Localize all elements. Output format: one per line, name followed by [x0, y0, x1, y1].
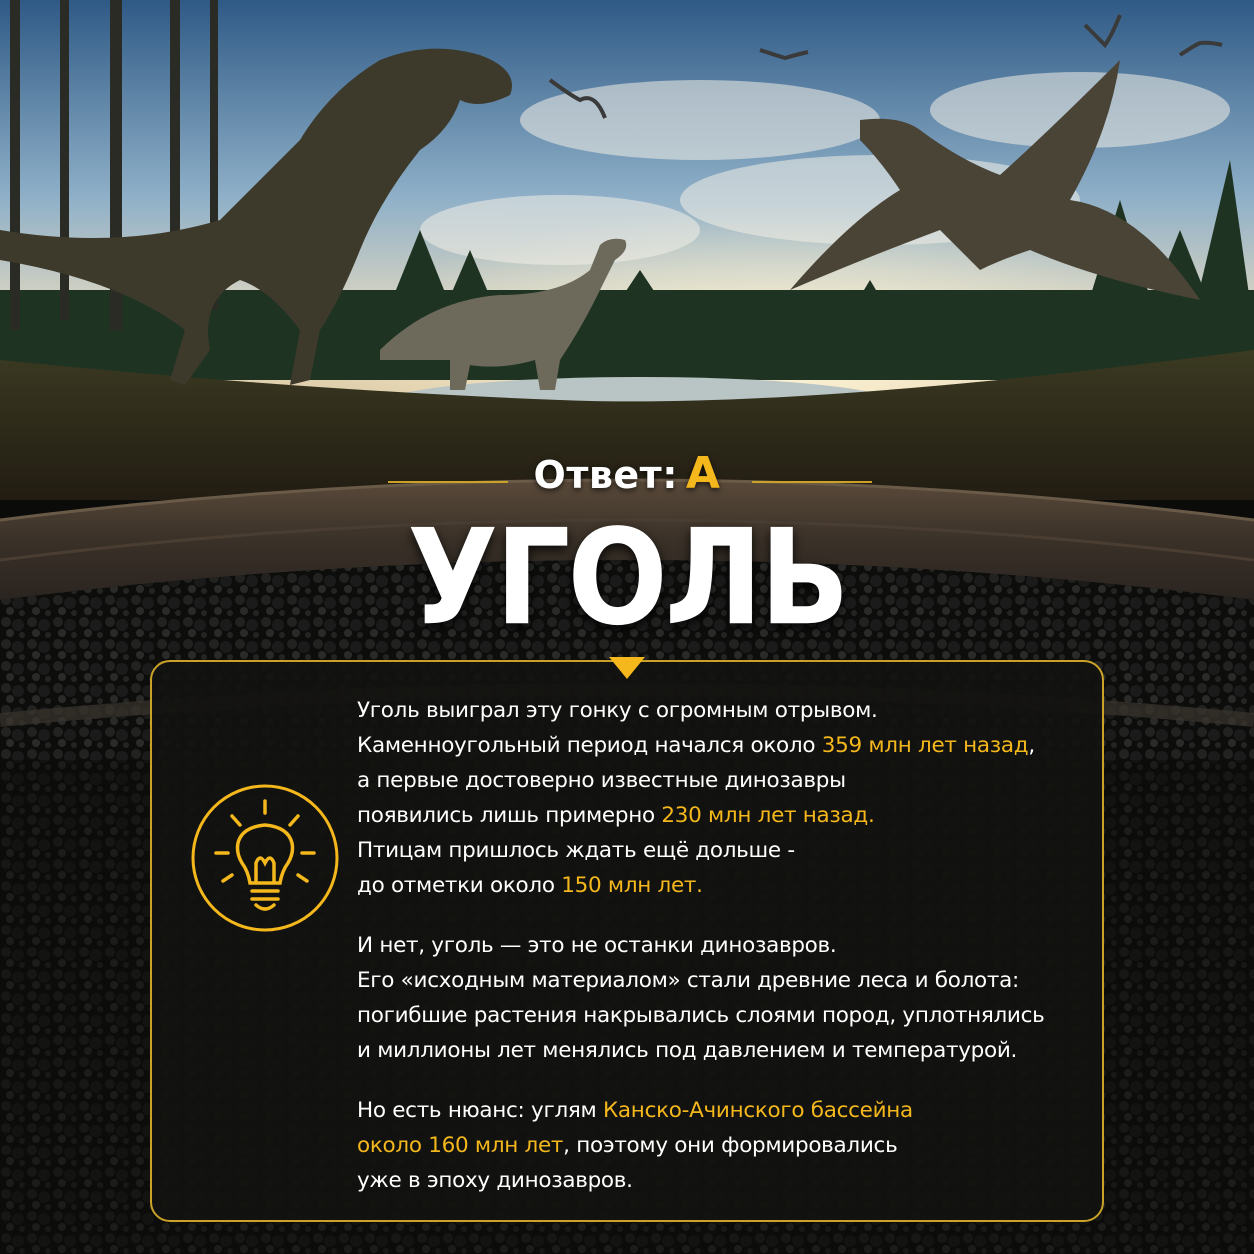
answer-row [0, 448, 1254, 508]
p1-line-2 [357, 728, 1117, 763]
p1-line-4-text: появились лишь примерно [357, 803, 662, 828]
highlight-160: около 160 млн лет [357, 1133, 564, 1158]
p1-line-5: Птицам пришлось ждать ещё дольше - [357, 838, 795, 863]
p3-line-2 [357, 1128, 1117, 1163]
p2-line-2: Его «исходным материалом» стали древние леса и болота: [357, 968, 1019, 993]
paragraph-2 [357, 928, 1117, 1068]
p2-line-1: И нет, уголь — это не останки динозавров. [357, 933, 837, 958]
paragraph-3 [357, 1093, 1117, 1198]
p3-line-1-text: Но есть нюанс: углям [357, 1098, 603, 1123]
paragraph-1 [357, 693, 1117, 903]
p2-line-3: погибшие растения накрывались слоями пород, уплотнялись [357, 1003, 1045, 1028]
page-title: УГОЛЬ [407, 500, 847, 655]
p1-line-4 [357, 798, 1117, 833]
card-pointer [609, 657, 645, 679]
highlight-230: 230 млн лет назад. [661, 803, 875, 828]
highlight-359: 359 млн лет назад [821, 733, 1029, 758]
highlight-basin: Канско-Ачинского бассейна [602, 1098, 913, 1123]
p1-line-3: а первые достоверно известные динозавры [357, 768, 846, 793]
p1-line-6-text: до отметки около [357, 873, 562, 898]
p1-line-1: Уголь выиграл эту гонку с огромным отрывом. [357, 698, 878, 723]
answer-label: Ответ: [533, 453, 678, 497]
p2-line-4: и миллионы лет менялись под давлением и температурой. [357, 1038, 1018, 1063]
p3-line-2-text: , поэтому они формировались [563, 1133, 898, 1158]
lightbulb-icon [190, 783, 340, 933]
answer-label-wrap [0, 448, 1254, 499]
p3-line-1 [357, 1093, 1117, 1128]
p3-line-3: уже в эпоху динозавров. [357, 1168, 633, 1193]
p1-line-6 [357, 868, 1117, 903]
answer-letter: А [685, 448, 721, 499]
p1-line-2-end: , [1028, 733, 1035, 758]
p1-line-2-text: Каменноугольный период начался около [357, 733, 822, 758]
highlight-150: 150 млн лет. [561, 873, 703, 898]
